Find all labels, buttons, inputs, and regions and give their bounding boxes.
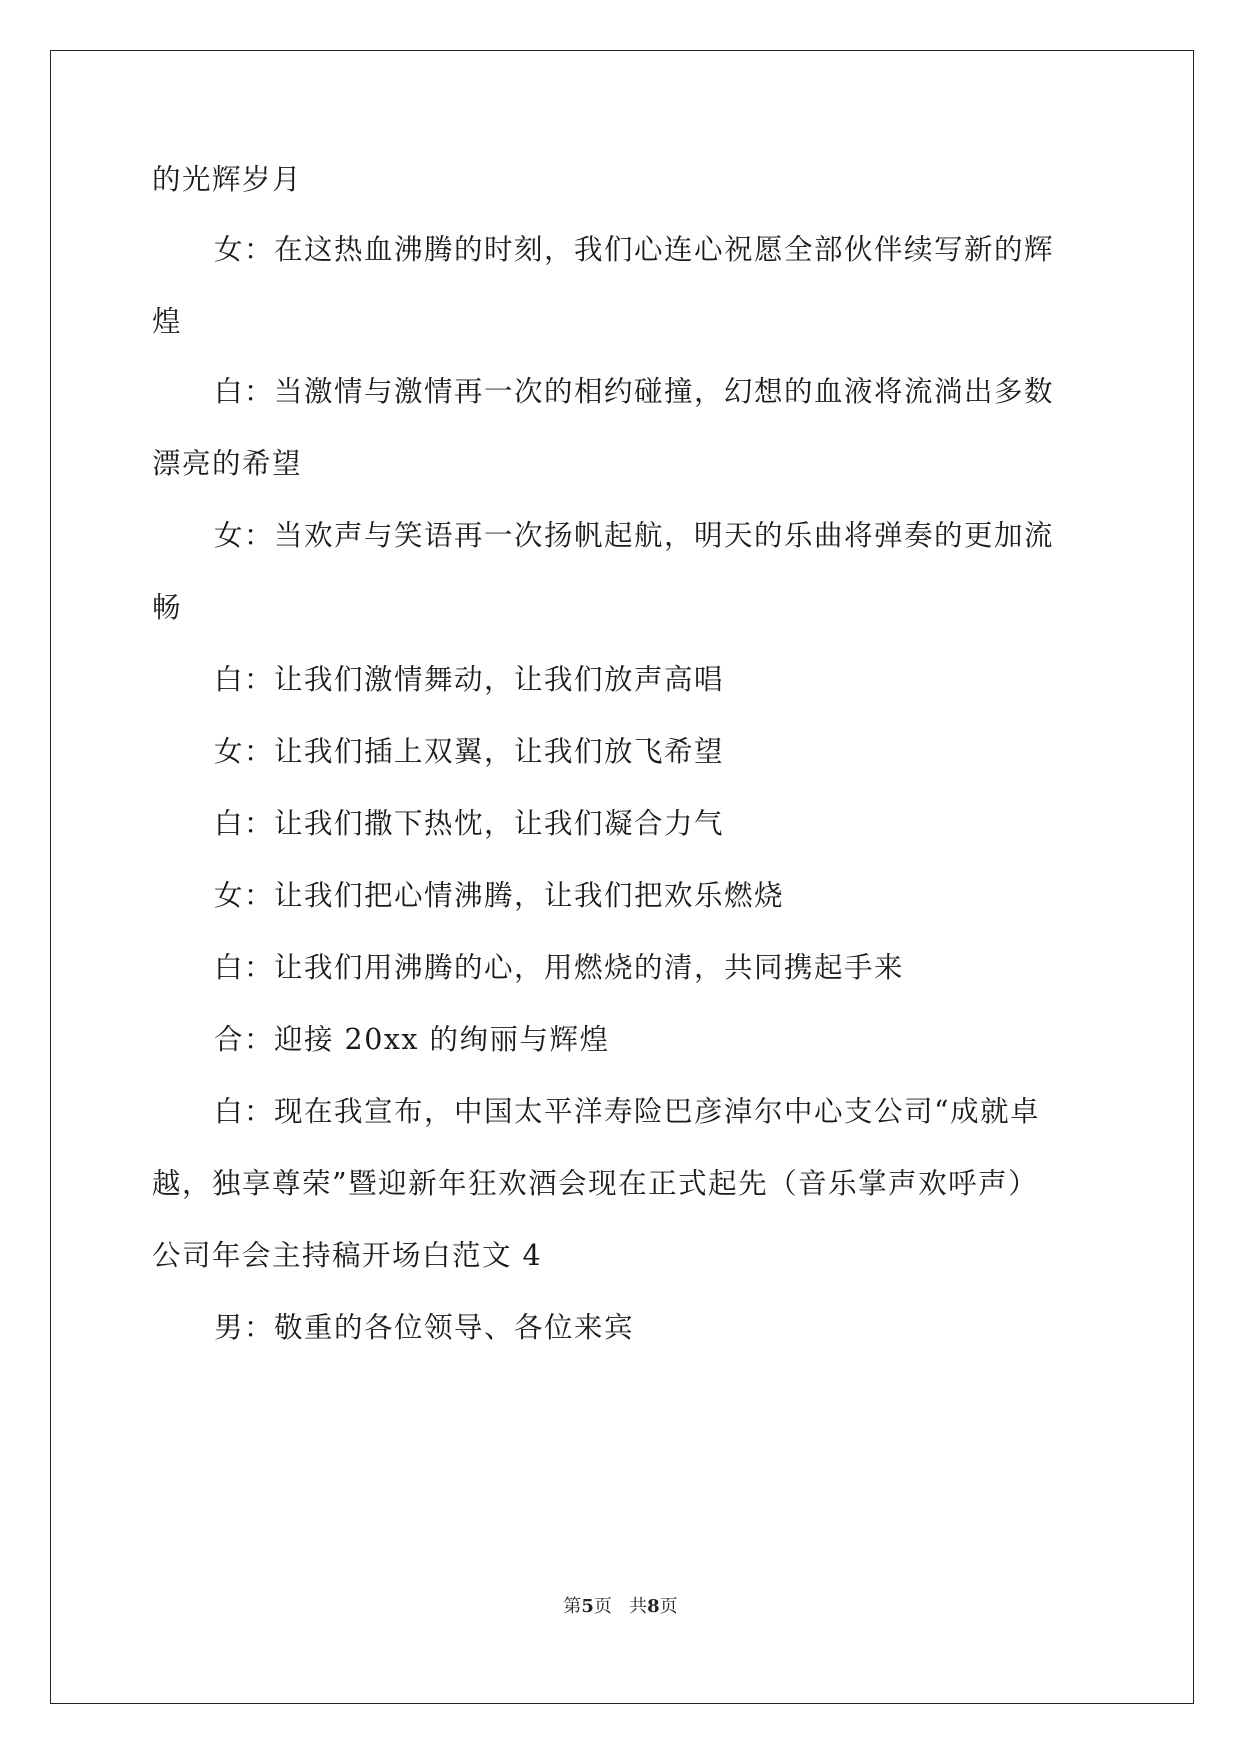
text-line: 畅	[152, 591, 183, 624]
text-line: 女：当欢声与笑语再一次扬帆起航，明天的乐曲将弹奏的更加流	[214, 519, 1055, 552]
text-line: 漂亮的希望	[152, 447, 303, 480]
text-line: 女：在这热血沸腾的时刻，我们心连心祝愿全部伙伴续写新的辉	[214, 233, 1055, 266]
footer-prefix: 第	[563, 1596, 582, 1617]
page-footer	[0, 1592, 1241, 1618]
text-line: 的光辉岁月	[152, 163, 303, 196]
text-line: 白：现在我宣布，中国太平洋寿险巴彦淖尔中心支公司“成就卓	[214, 1095, 1041, 1128]
total-pages-number: 8	[647, 1596, 660, 1617]
text-line: 白：让我们激情舞动，让我们放声高唱	[214, 663, 725, 696]
text-line: 越，独享尊荣”暨迎新年狂欢酒会现在正式起先（音乐掌声欢呼声）	[152, 1167, 1039, 1200]
text-line: 男：敬重的各位领导、各位来宾	[214, 1311, 635, 1344]
text-line: 女：让我们插上双翼，让我们放飞希望	[214, 735, 725, 768]
footer-total-prefix: 共	[629, 1596, 648, 1617]
text-line: 煌	[152, 305, 183, 338]
text-line: 合：迎接 20xx 的绚丽与辉煌	[214, 1023, 610, 1056]
text-line: 女：让我们把心情沸腾，让我们把欢乐燃烧	[214, 879, 785, 912]
text-line: 白：让我们用沸腾的心，用燃烧的清，共同携起手来	[214, 951, 905, 984]
current-page-number: 5	[581, 1596, 594, 1617]
text-line: 白：当激情与激情再一次的相约碰撞，幻想的血液将流淌出多数	[214, 375, 1055, 408]
footer-total-suffix: 页	[659, 1596, 678, 1617]
footer-page-suffix: 页	[593, 1596, 612, 1617]
section-heading: 公司年会主持稿开场白范文 4	[152, 1239, 543, 1272]
text-line: 白：让我们撒下热忱，让我们凝合力气	[214, 807, 725, 840]
